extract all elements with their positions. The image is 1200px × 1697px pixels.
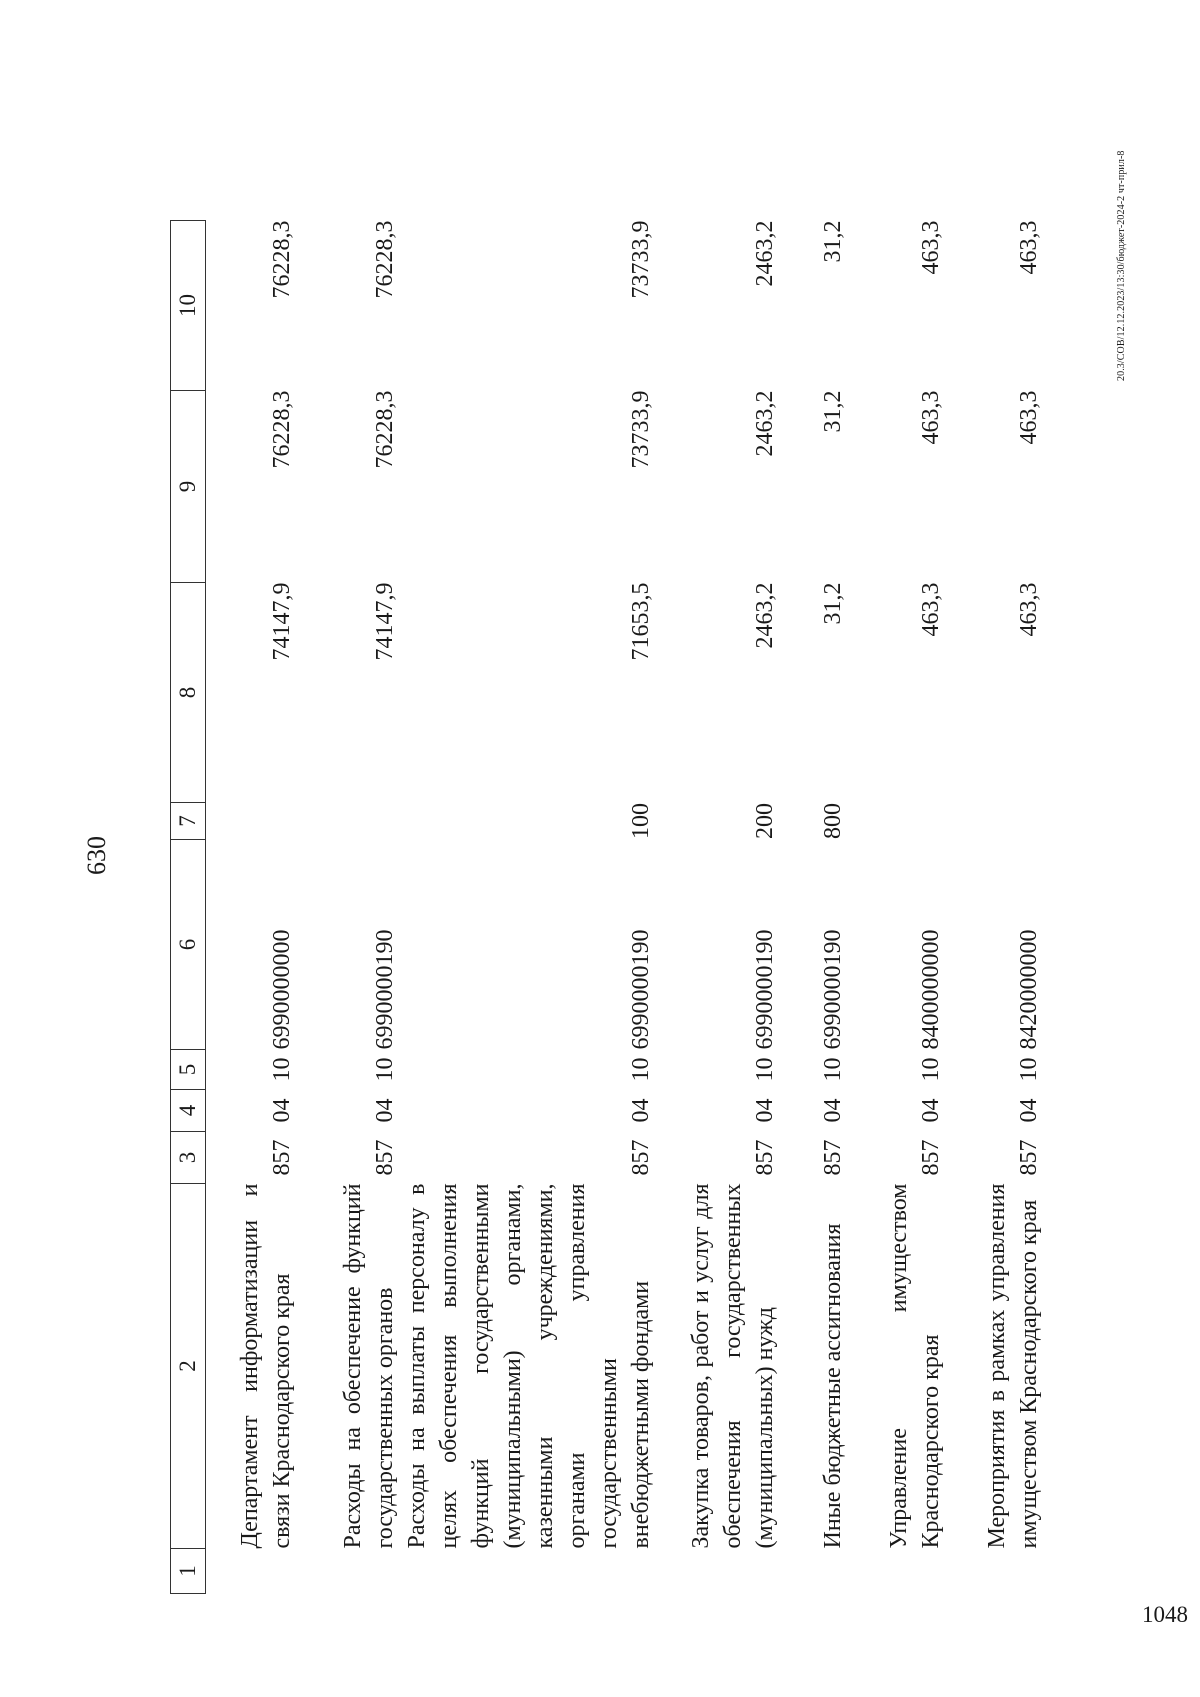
cell-col9: 31,2 <box>819 390 846 433</box>
cell-col8: 74147,9 <box>371 582 398 661</box>
cell-col4: 04 <box>819 1098 846 1123</box>
table-row <box>849 221 947 1594</box>
cell-col8: 463,3 <box>1015 582 1042 637</box>
column-header: 4 <box>171 1090 206 1132</box>
cell-col8: 71653,5 <box>627 582 654 661</box>
row-name: Департамент информатизации и связи Краснодарского края <box>236 1183 295 1549</box>
column-header: 5 <box>171 1050 206 1090</box>
cell-col7: 800 <box>819 803 846 839</box>
cell-col10: 73733,9 <box>627 220 654 299</box>
row-name: Расходы на выплаты персоналу в целях обеспечения выполнения функций государственными (муниципальными) органами, казенными учреждениями, органами управления государственными внебюджетными фондами <box>403 1183 654 1549</box>
column-number-row <box>171 221 206 1594</box>
cell-col10: 2463,2 <box>751 220 778 287</box>
cell-col3: 857 <box>627 1139 654 1176</box>
cell-col10: 76228,3 <box>268 220 295 299</box>
cell-col8: 31,2 <box>819 582 846 625</box>
cell-col7 <box>849 803 947 840</box>
row-name: Управление имуществом Краснодарского края <box>885 1183 944 1549</box>
cell-col6: 6990000190 <box>819 929 846 1050</box>
column-header: 3 <box>171 1132 206 1184</box>
cell-col4: 04 <box>917 1098 944 1123</box>
header-page-number: 630 <box>82 836 111 875</box>
table-row <box>206 221 298 1594</box>
cell-col5: 10 <box>751 1057 778 1082</box>
cell-col4: 04 <box>627 1098 654 1123</box>
cell-col9: 73733,9 <box>627 390 654 469</box>
page-number: 1048 <box>1142 1602 1188 1627</box>
row-name: Мероприятия в рамках управления имуществом Краснодарского края <box>983 1183 1042 1549</box>
column-header: 8 <box>171 583 206 803</box>
row-name: Иные бюджетные ассигнования <box>819 1223 846 1549</box>
cell-col6: 8400000000 <box>917 929 944 1050</box>
cell-col4: 04 <box>268 1098 295 1123</box>
column-header: 1 <box>171 1549 206 1594</box>
column-header: 6 <box>171 840 206 1050</box>
row-name: Закупка товаров, работ и услуг для обеспечения государственных (муниципальных) нужд <box>687 1183 778 1549</box>
row-name: Расходы на обеспечение функций государственных органов <box>339 1183 398 1549</box>
cell-col5: 10 <box>917 1057 944 1082</box>
cell-col3: 857 <box>917 1139 944 1176</box>
cell-col10: 31,2 <box>819 220 846 263</box>
cell-col7: 200 <box>751 803 778 839</box>
table-row <box>298 221 401 1594</box>
cell-col9: 76228,3 <box>371 390 398 469</box>
cell-col10: 463,3 <box>917 220 944 275</box>
cell-col9: 76228,3 <box>268 390 295 469</box>
cell-col7: 100 <box>627 803 654 839</box>
cell-col6: 6990000190 <box>371 929 398 1050</box>
cell-col4: 04 <box>371 1098 398 1123</box>
cell-col5: 10 <box>1015 1057 1042 1082</box>
cell-col9: 463,3 <box>1015 390 1042 445</box>
cell-col4: 04 <box>751 1098 778 1123</box>
cell-col9: 463,3 <box>917 390 944 445</box>
cell-col5: 10 <box>627 1057 654 1082</box>
cell-col7 <box>947 803 1045 840</box>
cell-col6: 6990000190 <box>751 929 778 1050</box>
cell-col3: 857 <box>268 1139 295 1176</box>
cell-col10: 76228,3 <box>371 220 398 299</box>
cell-col3: 857 <box>371 1139 398 1176</box>
column-header: 10 <box>171 221 206 391</box>
cell-col8: 463,3 <box>917 582 944 637</box>
table-row <box>947 221 1045 1594</box>
column-header: 7 <box>171 803 206 840</box>
cell-col5: 10 <box>819 1057 846 1082</box>
cell-col3: 857 <box>751 1139 778 1176</box>
cell-col5: 10 <box>268 1057 295 1082</box>
cell-col7 <box>298 803 401 840</box>
table-row <box>401 221 657 1594</box>
cell-col9: 2463,2 <box>751 390 778 457</box>
cell-col8: 74147,9 <box>268 582 295 661</box>
document-code: 20.3/СОВ/12.12.2023/13:30/бюджет-2024-2 чт-прил-8 <box>1116 150 1127 381</box>
cell-col6: 8420000000 <box>1015 929 1042 1050</box>
cell-col6: 6990000190 <box>627 929 654 1050</box>
table-row <box>657 221 781 1594</box>
table-row <box>781 221 849 1594</box>
cell-col5: 10 <box>371 1057 398 1082</box>
cell-col8: 2463,2 <box>751 582 778 649</box>
cell-col3: 857 <box>1015 1139 1042 1176</box>
column-header: 2 <box>171 1184 206 1549</box>
cell-col4: 04 <box>1015 1098 1042 1123</box>
cell-col10: 463,3 <box>1015 220 1042 275</box>
budget-table <box>170 220 1045 1594</box>
cell-col3: 857 <box>819 1139 846 1176</box>
column-header: 9 <box>171 391 206 583</box>
cell-col7 <box>206 803 298 840</box>
cell-col6: 6990000000 <box>268 929 295 1050</box>
